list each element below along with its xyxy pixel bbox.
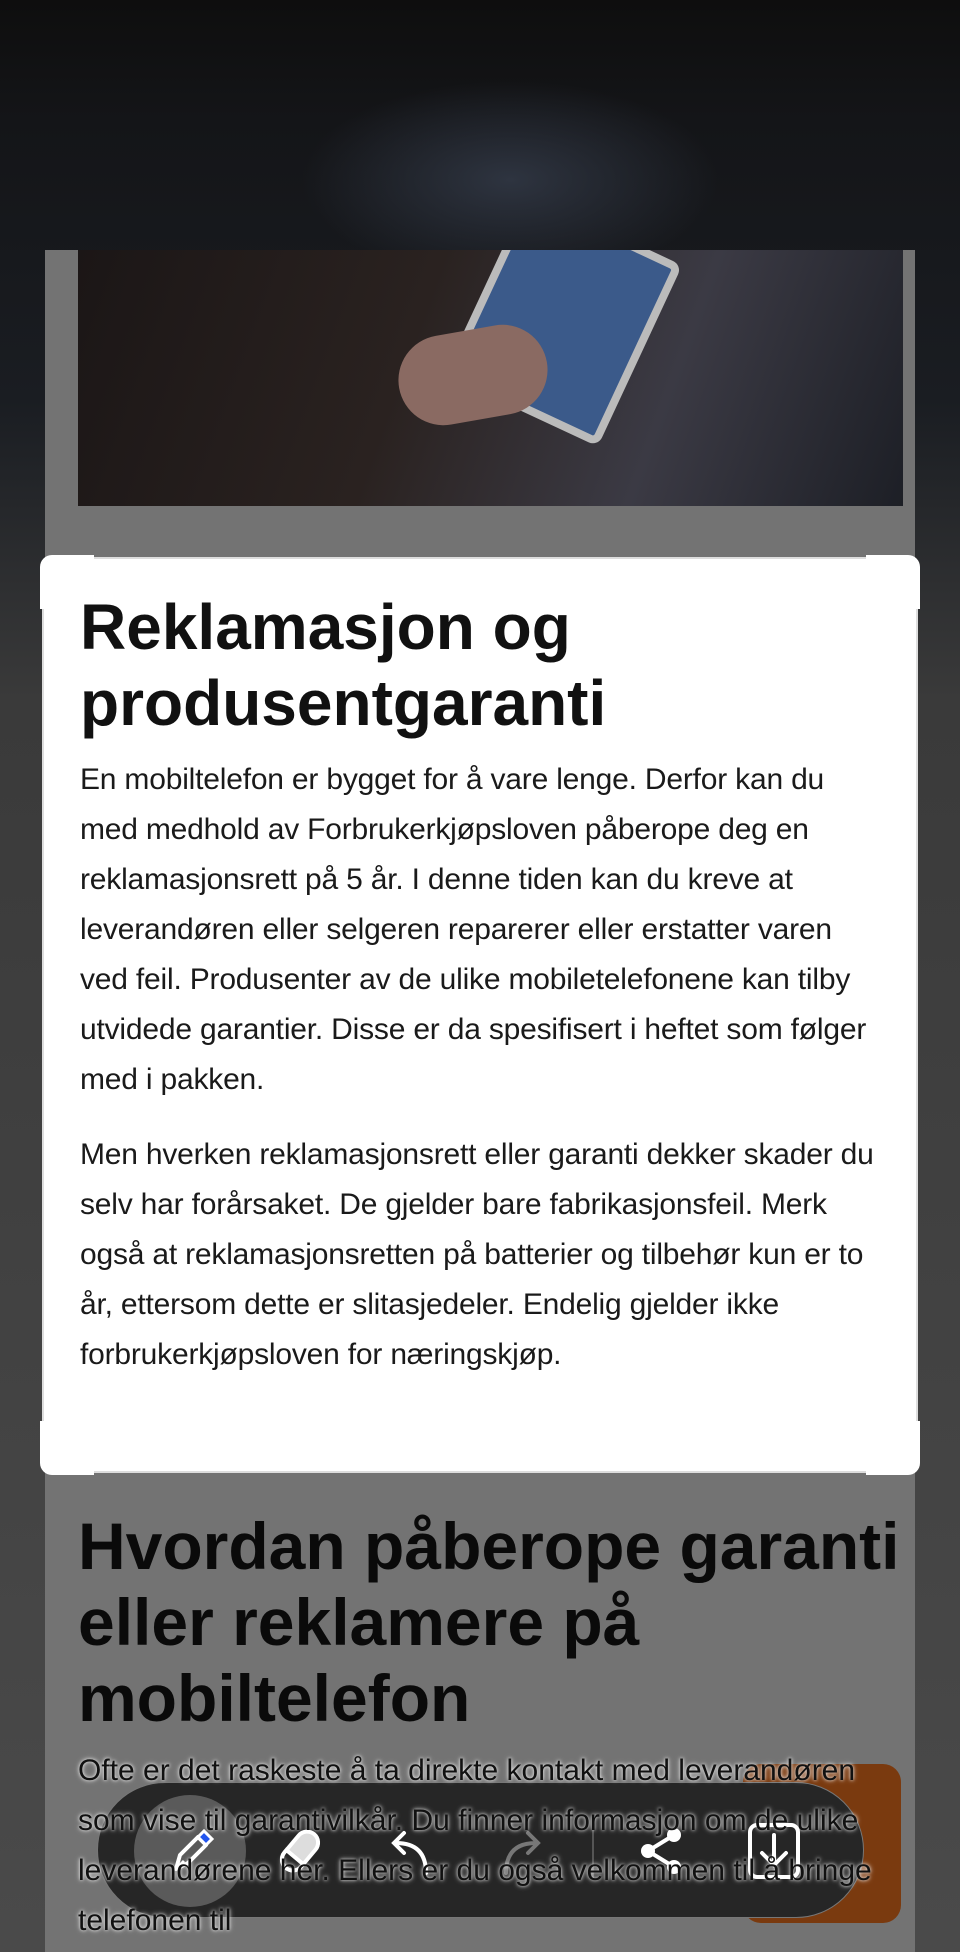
- crop-handle-top-right[interactable]: [866, 555, 920, 609]
- selection-heading: Reklamasjon og produsentgaranti: [80, 591, 607, 739]
- selection-paragraph-2: Men hverken reklamasjonsrett eller garanti dekker skader du selv har forårsaket. De gjelder bare fabrikasjonsfeil. Merk også at reklamasjonsretten på batterier og tilbehør kun er to år, ettersom dette er slitasjedeler. Endelig gjelder ikke forbrukerkjøpsloven for næringskjøp.: [80, 1138, 874, 1371]
- crop-handle-top-left[interactable]: [40, 555, 94, 609]
- article-photo: [78, 250, 903, 506]
- section-paragraph: Ofte er det raskeste å ta direkte kontakt med leverandøren som vise til garantivilkår. Du finner informasjon om de ulike leverandørene her. Ellers er du også velkommen til å bringe telefonen til: [78, 1754, 872, 1937]
- crop-selection[interactable]: [42, 557, 918, 1473]
- section-heading: Hvordan påberope garanti eller reklamere på mobiltelefon: [78, 1509, 900, 1735]
- crop-handle-bottom-left[interactable]: [40, 1421, 94, 1475]
- crop-handle-bottom-right[interactable]: [866, 1421, 920, 1475]
- selection-paragraph-1: En mobiltelefon er bygget for å vare lenge. Derfor kan du med medhold av Forbrukerkjøpsloven påberope deg en reklamasjonsrett på 5 år. I denne tiden kan du kreve at leverandøren eller selgeren reparerer eller erstatter varen ved feil. Produsenter av de ulike mobiletelefonene kan tilby utvidede garantier. Disse er da spesifisert i heftet som følger med i pakken.: [80, 763, 867, 1096]
